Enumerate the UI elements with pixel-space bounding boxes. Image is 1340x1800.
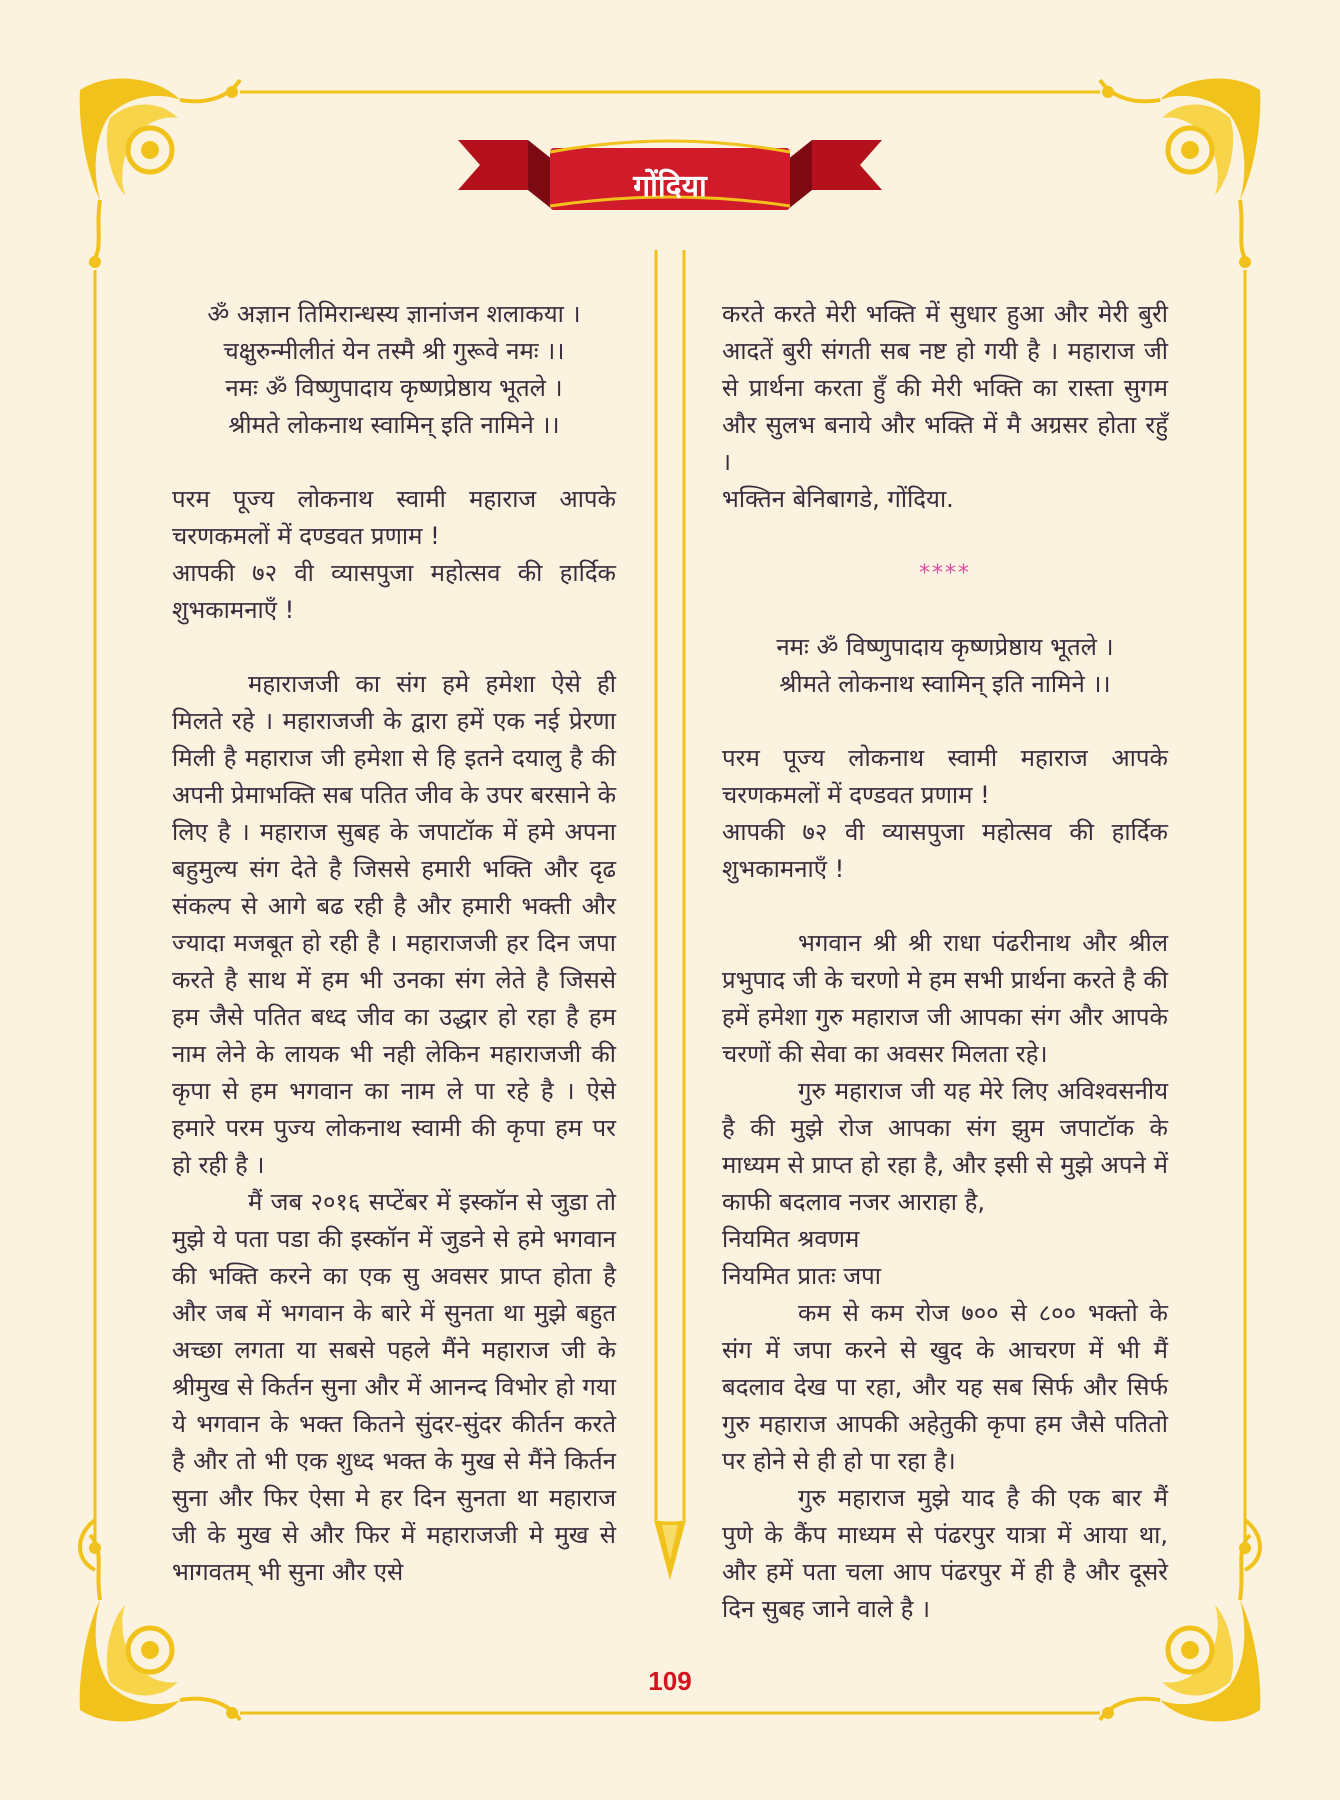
paragraph: मैं जब २०१६ सप्टेंबर में इस्कॉन से जुडा तो मुझे ये पता पडा की इस्कॉन में जुडने से हमे भगवान की भक्ति करने का एक सु अवसर प्राप्त होता है और जब में भगवान के बारे में सुनता था मुझे बहुत अच्छा लगता या सबसे पहले मैंने महाराज जी के श्रीमुख से किर्तन सुना और में आनन्द विभोर हो गया ये भगवान के भक्त कितने सुंदर-सुंदर कीर्तन करते है और तो भी एक शुध्द भक्त के मुख से मैंने किर्तन सुना और फिर ऐसा मे हर दिन सुनता था महाराज जी के मुख से और फिर में महाराजजी मे मुख से भागवतम् भी सुना और एसे xyxy=(172,1188,616,1586)
signature: भक्तिन बेनिबागडे, गोंदिया. xyxy=(722,485,954,513)
shloka-line: श्रीमते लोकनाथ स्वामिन् इति नामिने ।। xyxy=(779,670,1111,698)
paragraph: महाराजजी का संग हमे हमेशा ऐसे ही मिलते रहे । महाराजजी के द्वारा हमें एक नई प्रेरणा मिली है महाराज जी हमेशा से हि इतने दयालु है की अपनी प्रेमाभक्ति सब पतित जीव के उपर बरसाने के लिए है । महाराज सुबह के जपाटॉक में हमे अपना बहुमुल्य संग देते है जिससे हमारी भक्ति और दृढ संकल्प से आगे बढ रही है और हमारी भक्ती और ज्यादा मजबूत हो रही है । महाराजजी हर दिन जपा करते है साथ में हम भी उनका संग लेते है जिससे हम जैसे पतित बध्द जीव का उद्धार हो रहा है हम नाम लेने के लायक भी नही लेकिन महाराजजी की कृपा से हम भगवान का नाम ले पा रहे है । ऐसे हमारे परम पुज्य लोकनाथ स्वामी की कृपा हम पर हो रही है । xyxy=(172,670,616,1179)
right-column xyxy=(722,296,1168,1628)
left-column xyxy=(172,296,616,1591)
shloka-line: ॐ अज्ञान तिमिरान्धस्य ज्ञानांजन शलाकया । xyxy=(207,300,581,328)
separator: **** xyxy=(919,561,971,586)
greeting: परम पूज्य लोकनाथ स्वामी महाराज आपके चरणकमलों में दण्डवत प्रणाम ! xyxy=(172,485,616,550)
paragraph: गुरु महाराज जी यह मेरे लिए अविश्वसनीय है की मुझे रोज आपका संग झुम जपाटॉक के माध्यम से प्राप्त हो रहा है, और इसी से मुझे अपने में काफी बदलाव नजर आराहा है, xyxy=(722,1077,1168,1216)
paragraph: गुरु महाराज मुझे याद है की एक बार मैं पुणे के कैंप माध्यम से पंढरपुर यात्रा में आया था, और हमें पता चला आप पंढरपुर में ही है और दूसरे दिन सुबह जाने वाले है । xyxy=(722,1484,1168,1623)
paragraph: करते करते मेरी भक्ति में सुधार हुआ और मेरी बुरी आदतें बुरी संगती सब नष्ट हो गयी है । महाराज जी से प्रार्थना करता हुँ की मेरी भक्ति का रास्ता सुगम और सुलभ बनाये और भक्ति में मै अग्रसर होता रहुँ । xyxy=(722,300,1168,476)
shloka-line: नमः ॐ विष्णुपादाय कृष्णप्रेष्ठाय भूतले । xyxy=(776,633,1114,661)
greeting: परम पूज्य लोकनाथ स्वामी महाराज आपके चरणकमलों में दण्डवत प्रणाम ! xyxy=(722,744,1168,809)
corner-ornament-top-left xyxy=(80,79,240,265)
shloka-line: चक्षुरुन्मीलीतं येन तस्मै श्री गुरूवे नमः ।। xyxy=(223,337,565,365)
list-item: नियमित श्रवणम xyxy=(722,1225,860,1253)
paragraph: कम से कम रोज ७०० से ८०० भक्तो के संग में जपा करने से खुद के आचरण में भी मैं बदलाव देख पा रहा, और यह सब सिर्फ और सिर्फ गुरु महाराज आपकी अहेतुकी कृपा हम जैसे पतितो पर होने से ही हो पा रहा है। xyxy=(722,1299,1168,1475)
paragraph: भगवान श्री श्री राधा पंढरीनाथ और श्रील प्रभुपाद जी के चरणो मे हम सभी प्रार्थना करते है की हमें हमेशा गुरु महाराज जी आपका संग और आपके चरणों की सेवा का अवसर मिलता रहे। xyxy=(722,929,1168,1068)
page-title: गोंदिया xyxy=(633,169,707,204)
list-item: नियमित प्रातः जपा xyxy=(722,1262,882,1290)
shloka-line: नमः ॐ विष्णुपादाय कृष्णप्रेष्ठाय भूतले । xyxy=(225,374,563,402)
greeting: आपकी ७२ वी व्यासपुजा महोत्सव की हार्दिक शुभकामनाएँ ! xyxy=(722,818,1168,883)
greeting: आपकी ७२ वी व्यासपुजा महोत्सव की हार्दिक शुभकामनाएँ ! xyxy=(172,559,616,624)
shloka-line: श्रीमते लोकनाथ स्वामिन् इति नामिने ।। xyxy=(228,411,560,439)
column-divider xyxy=(650,250,690,1590)
page-number: 109 xyxy=(648,1666,692,1696)
